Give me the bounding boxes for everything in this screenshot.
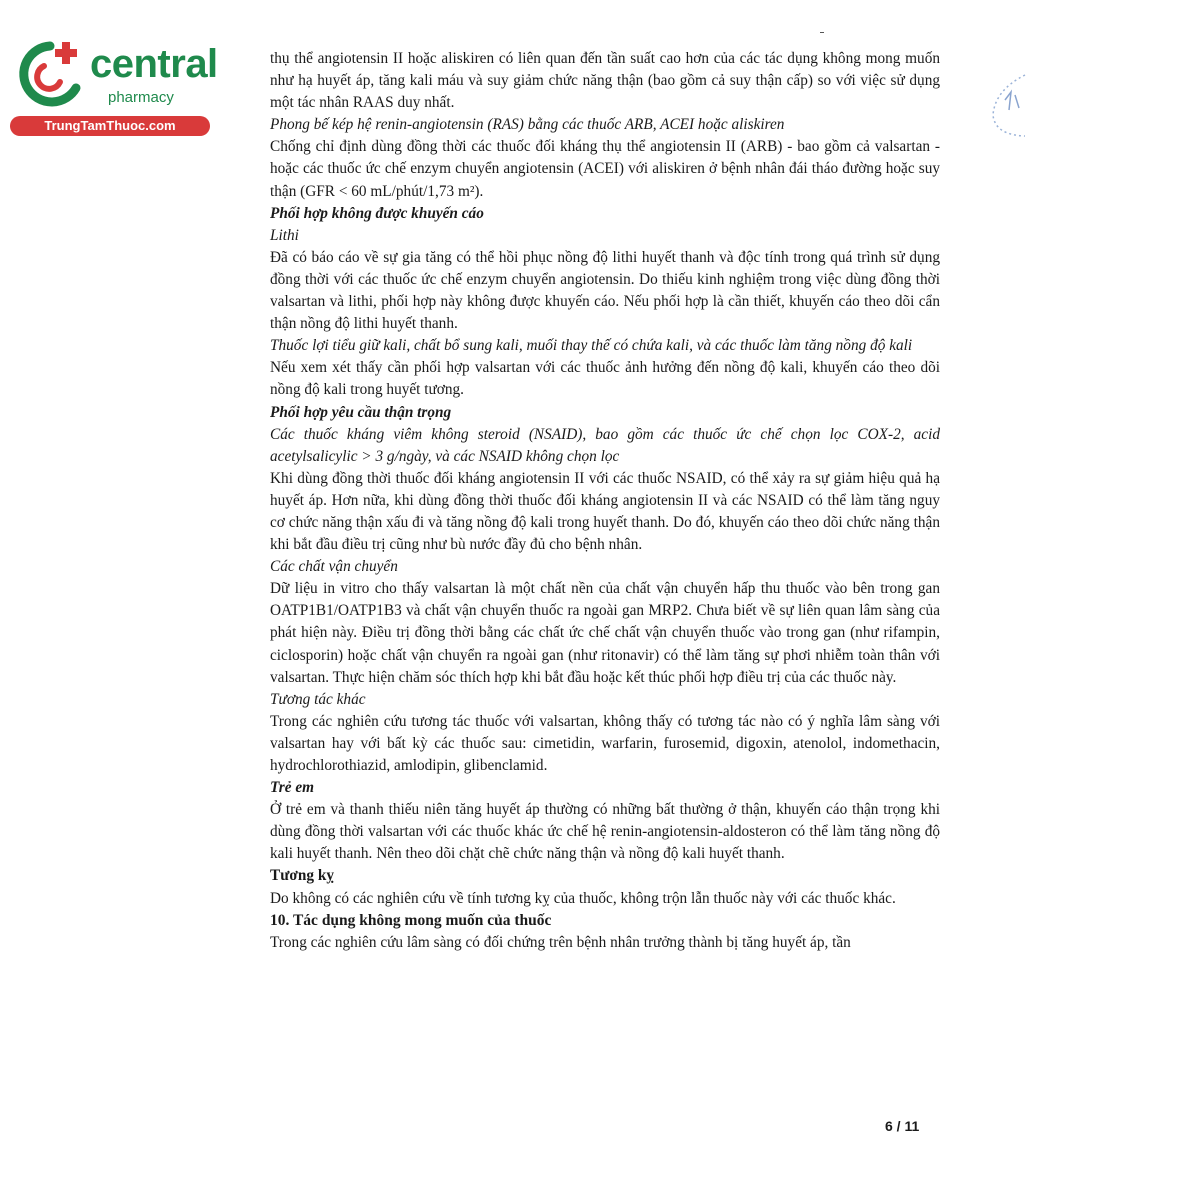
heading: Các chất vận chuyển [270,558,398,576]
page-number: 6 / 11 [885,1118,920,1134]
paragraph: thụ thể angiotensin II hoặc aliskiren có liên quan đến tần suất cao hơn của các tác dụng không mong muốn như hạ huyết áp, tăng kali máu và suy giảm chức năng thận (bao gồm cả suy thận cấp) so với việc sử dụng một tác nhân RAAS duy nhất. [270,50,940,112]
heading: Lithi [270,226,299,244]
paragraph: Nếu xem xét thấy cần phối hợp valsartan với các thuốc ảnh hưởng đến nồng độ kali, khuyến cáo theo dõi nồng độ kali trong huyết tương. [270,359,940,399]
heading: Trẻ em [270,779,315,797]
logo-brand-text: central [90,42,218,86]
paragraph: Do không có các nghiên cứu về tính tương kỵ của thuốc, không trộn lẫn thuốc này với các thuốc khác. [270,889,896,907]
heading: Phong bế kép hệ renin-angiotensin (RAS) bằng các thuốc ARB, ACEI hoặc aliskiren [270,116,785,134]
central-pharmacy-logo [10,36,218,136]
heading: Tương kỵ [270,867,334,885]
paragraph: Đã có báo cáo về sự gia tăng có thể hồi phục nồng độ lithi huyết thanh và độc tính trong quá trình sử dụng đồng thời với các thuốc ức chế enzym chuyển angiotensin. Do thiếu kinh nghiệm trong việc dùng đồng thời valsartan và lithi, phối hợp này không được khuyến cáo. Nếu phối hợp là cần thiết, khuyến cáo theo dõi cẩn thận nồng độ lithi huyết thanh. [270,248,940,333]
scan-mark [820,32,824,33]
paragraph: Trong các nghiên cứu tương tác thuốc với valsartan, không thấy có tương tác nào có ý nghĩa lâm sàng với valsartan hay với bất kỳ các thuốc sau: cimetidin, warfarin, furosemid, digoxin, atenolol, indomethacin, hydrochlorothiazid, amlodipin, glibenclamid. [270,712,940,774]
paragraph: Chống chỉ định dùng đồng thời các thuốc đối kháng thụ thể angiotensin II (ARB) - bao gồm cả valsartan - hoặc các thuốc ức chế enzym chuyển angiotensin (ACEI) với aliskiren ở bệnh nhân đái tháo đường hoặc suy thận (GFR < 60 mL/phút/1,73 m²). [270,138,940,200]
document-body [270,48,940,954]
heading: Các thuốc kháng viêm không steroid (NSAID), bao gồm các thuốc ức chế chọn lọc COX-2, acid acetylsalicylic > 3 g/ngày, và các NSAID không chọn lọc [270,425,940,465]
paragraph: Trong các nghiên cứu lâm sàng có đối chứng trên bệnh nhân trưởng thành bị tăng huyết áp, tần [270,933,851,951]
heading: Phối hợp không được khuyến cáo [270,204,484,222]
heading: 10. Tác dụng không mong muốn của thuốc [270,911,552,929]
partial-stamp-icon [985,70,1035,140]
logo-sub-text: pharmacy [108,89,174,106]
heading: Phối hợp yêu cầu thận trọng [270,403,452,421]
paragraph: Dữ liệu in vitro cho thấy valsartan là một chất nền của chất vận chuyển hấp thu thuốc vào bên trong gan OATP1B1/OATP1B3 và chất vận chuyển thuốc ra ngoài gan MRP2. Chưa biết về sự liên quan lâm sàng của phát hiện này. Điều trị đồng thời bằng các chất ức chế chất vận chuyển thuốc vào trong gan (như rifampin, ciclosporin) hoặc chất vận chuyển ra ngoài gan (như ritonavir) có thể làm tăng sự phơi nhiễm toàn thân với valsartan. Thực hiện chăm sóc thích hợp khi bắt đầu hoặc kết thúc phối hợp điều trị của các thuốc này. [270,580,940,686]
paragraph: Khi dùng đồng thời thuốc đối kháng angiotensin II với các thuốc NSAID, có thể xảy ra sự giảm hiệu quả hạ huyết áp. Hơn nữa, khi dùng đồng thời thuốc đối kháng angiotensin II và các NSAID có thể làm tăng nguy cơ chức năng thận xấu đi và tăng nồng độ kali trong huyết thanh. Do đó, khuyến cáo theo dõi chức năng thận khi bắt đầu điều trị cũng như bù nước đầy đủ cho bệnh nhân. [270,469,940,554]
heading: Thuốc lợi tiểu giữ kali, chất bổ sung kali, muối thay thế có chứa kali, và các thuốc làm tăng nồng độ kali [270,337,913,355]
paragraph: Ở trẻ em và thanh thiếu niên tăng huyết áp thường có những bất thường ở thận, khuyến cáo thận trọng khi dùng đồng thời valsartan với các thuốc khác ức chế hệ renin-angiotensin-aldosteron có thể làm tăng nồng độ kali huyết thanh. Nên theo dõi chặt chẽ chức năng thận và nồng độ kali huyết thanh. [270,801,940,863]
pharmacy-cross-logo-icon [10,36,90,114]
logo-url-badge[interactable]: TrungTamThuoc.com [10,116,210,136]
heading: Tương tác khác [270,690,366,708]
